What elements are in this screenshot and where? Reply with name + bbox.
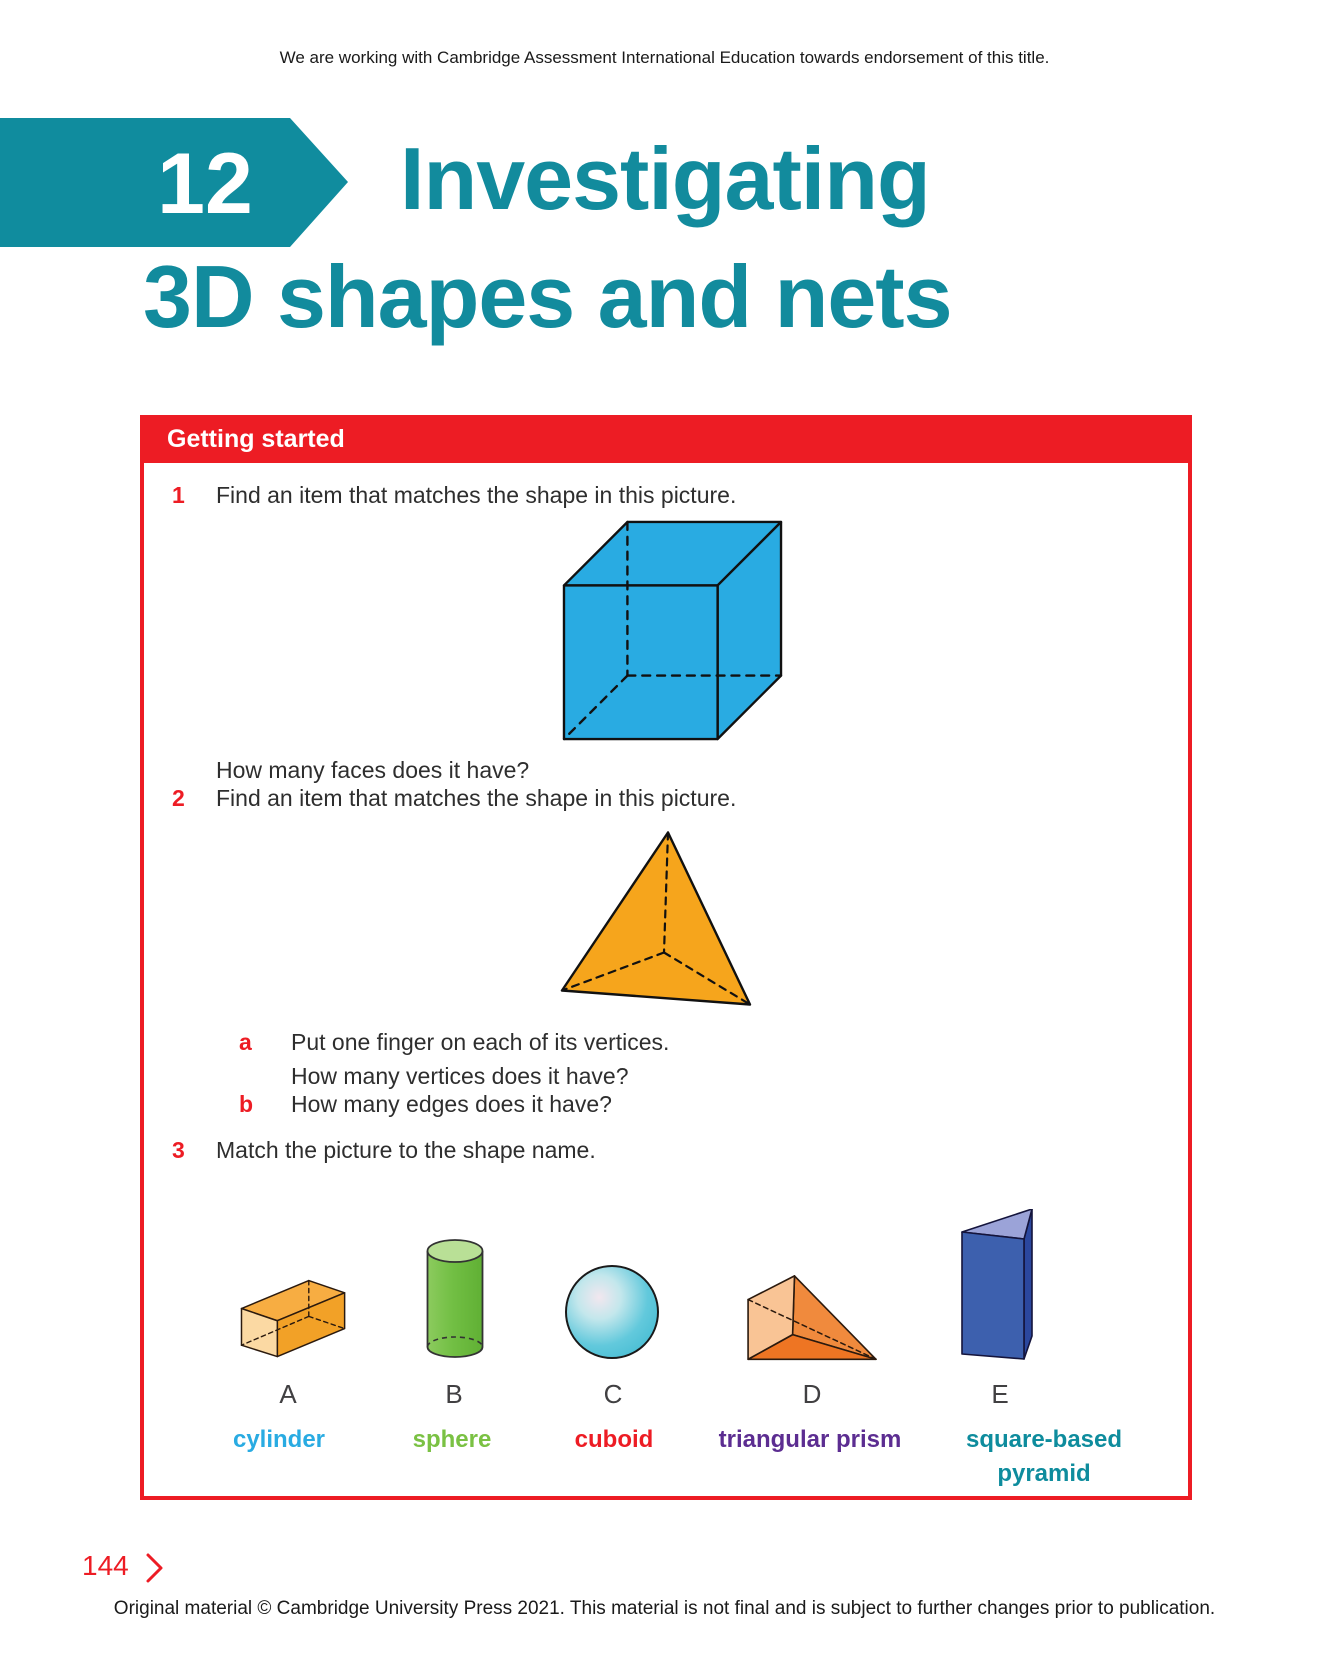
chapter-title-line1: Investigating	[400, 129, 930, 228]
question-2b-line1: How many edges does it have?	[291, 1091, 612, 1117]
sphere-image	[564, 1264, 660, 1360]
tall-triangular-prism-image	[959, 1209, 1039, 1361]
chevron-right-icon	[140, 1552, 168, 1584]
page-number: 144	[82, 1550, 129, 1581]
question-2-number: 2	[172, 785, 185, 811]
cube-image	[562, 520, 784, 742]
copyright-notice: Original material © Cambridge University Press 2021. This material is not final and is subject to further changes prior to publication.	[113, 1598, 1216, 1619]
triangular-prism-image	[745, 1274, 880, 1364]
question-1-text: Find an item that matches the shape in this picture.	[216, 482, 737, 508]
shape-letter-d: D	[802, 1379, 822, 1409]
shape-name-cylinder: cylinder	[232, 1426, 326, 1453]
question-1-number: 1	[172, 482, 185, 508]
question-2a-line1: Put one finger on each of its vertices.	[291, 1029, 670, 1055]
question-2a-letter: a	[239, 1029, 252, 1055]
shape-name-square-based-line1: square-based	[965, 1426, 1123, 1453]
triangular-pyramid-image	[556, 826, 756, 1016]
shape-name-square-based-line2: pyramid	[997, 1460, 1091, 1487]
getting-started-header: Getting started	[140, 415, 1192, 463]
getting-started-box	[140, 415, 1192, 1500]
shape-name-square-based-pyramid	[904, 1423, 1184, 1491]
shape-letter-b: B	[445, 1379, 463, 1409]
cylinder-image	[426, 1239, 484, 1359]
cuboid-image	[231, 1275, 349, 1363]
question-1-followup: How many faces does it have?	[216, 757, 530, 783]
question-2b-letter: b	[239, 1091, 254, 1117]
endorsement-disclaimer: We are working with Cambridge Assessment International Education towards endorsement of this title.	[279, 48, 1050, 67]
question-3-text: Match the picture to the shape name.	[216, 1137, 596, 1163]
shape-letter-c: C	[603, 1379, 623, 1409]
question-3-number: 3	[172, 1137, 185, 1163]
shape-letter-e: E	[991, 1379, 1009, 1409]
shape-name-triangular-prism: triangular prism	[718, 1426, 902, 1453]
chapter-number: 12	[157, 136, 253, 232]
shape-letter-a: A	[279, 1379, 297, 1409]
chapter-title-line2: 3D shapes and nets	[143, 247, 952, 346]
question-2a-line2: How many vertices does it have?	[291, 1063, 629, 1089]
shape-name-sphere: sphere	[412, 1426, 492, 1453]
shape-name-cuboid: cuboid	[574, 1426, 654, 1453]
question-2-text: Find an item that matches the shape in this picture.	[216, 785, 737, 811]
